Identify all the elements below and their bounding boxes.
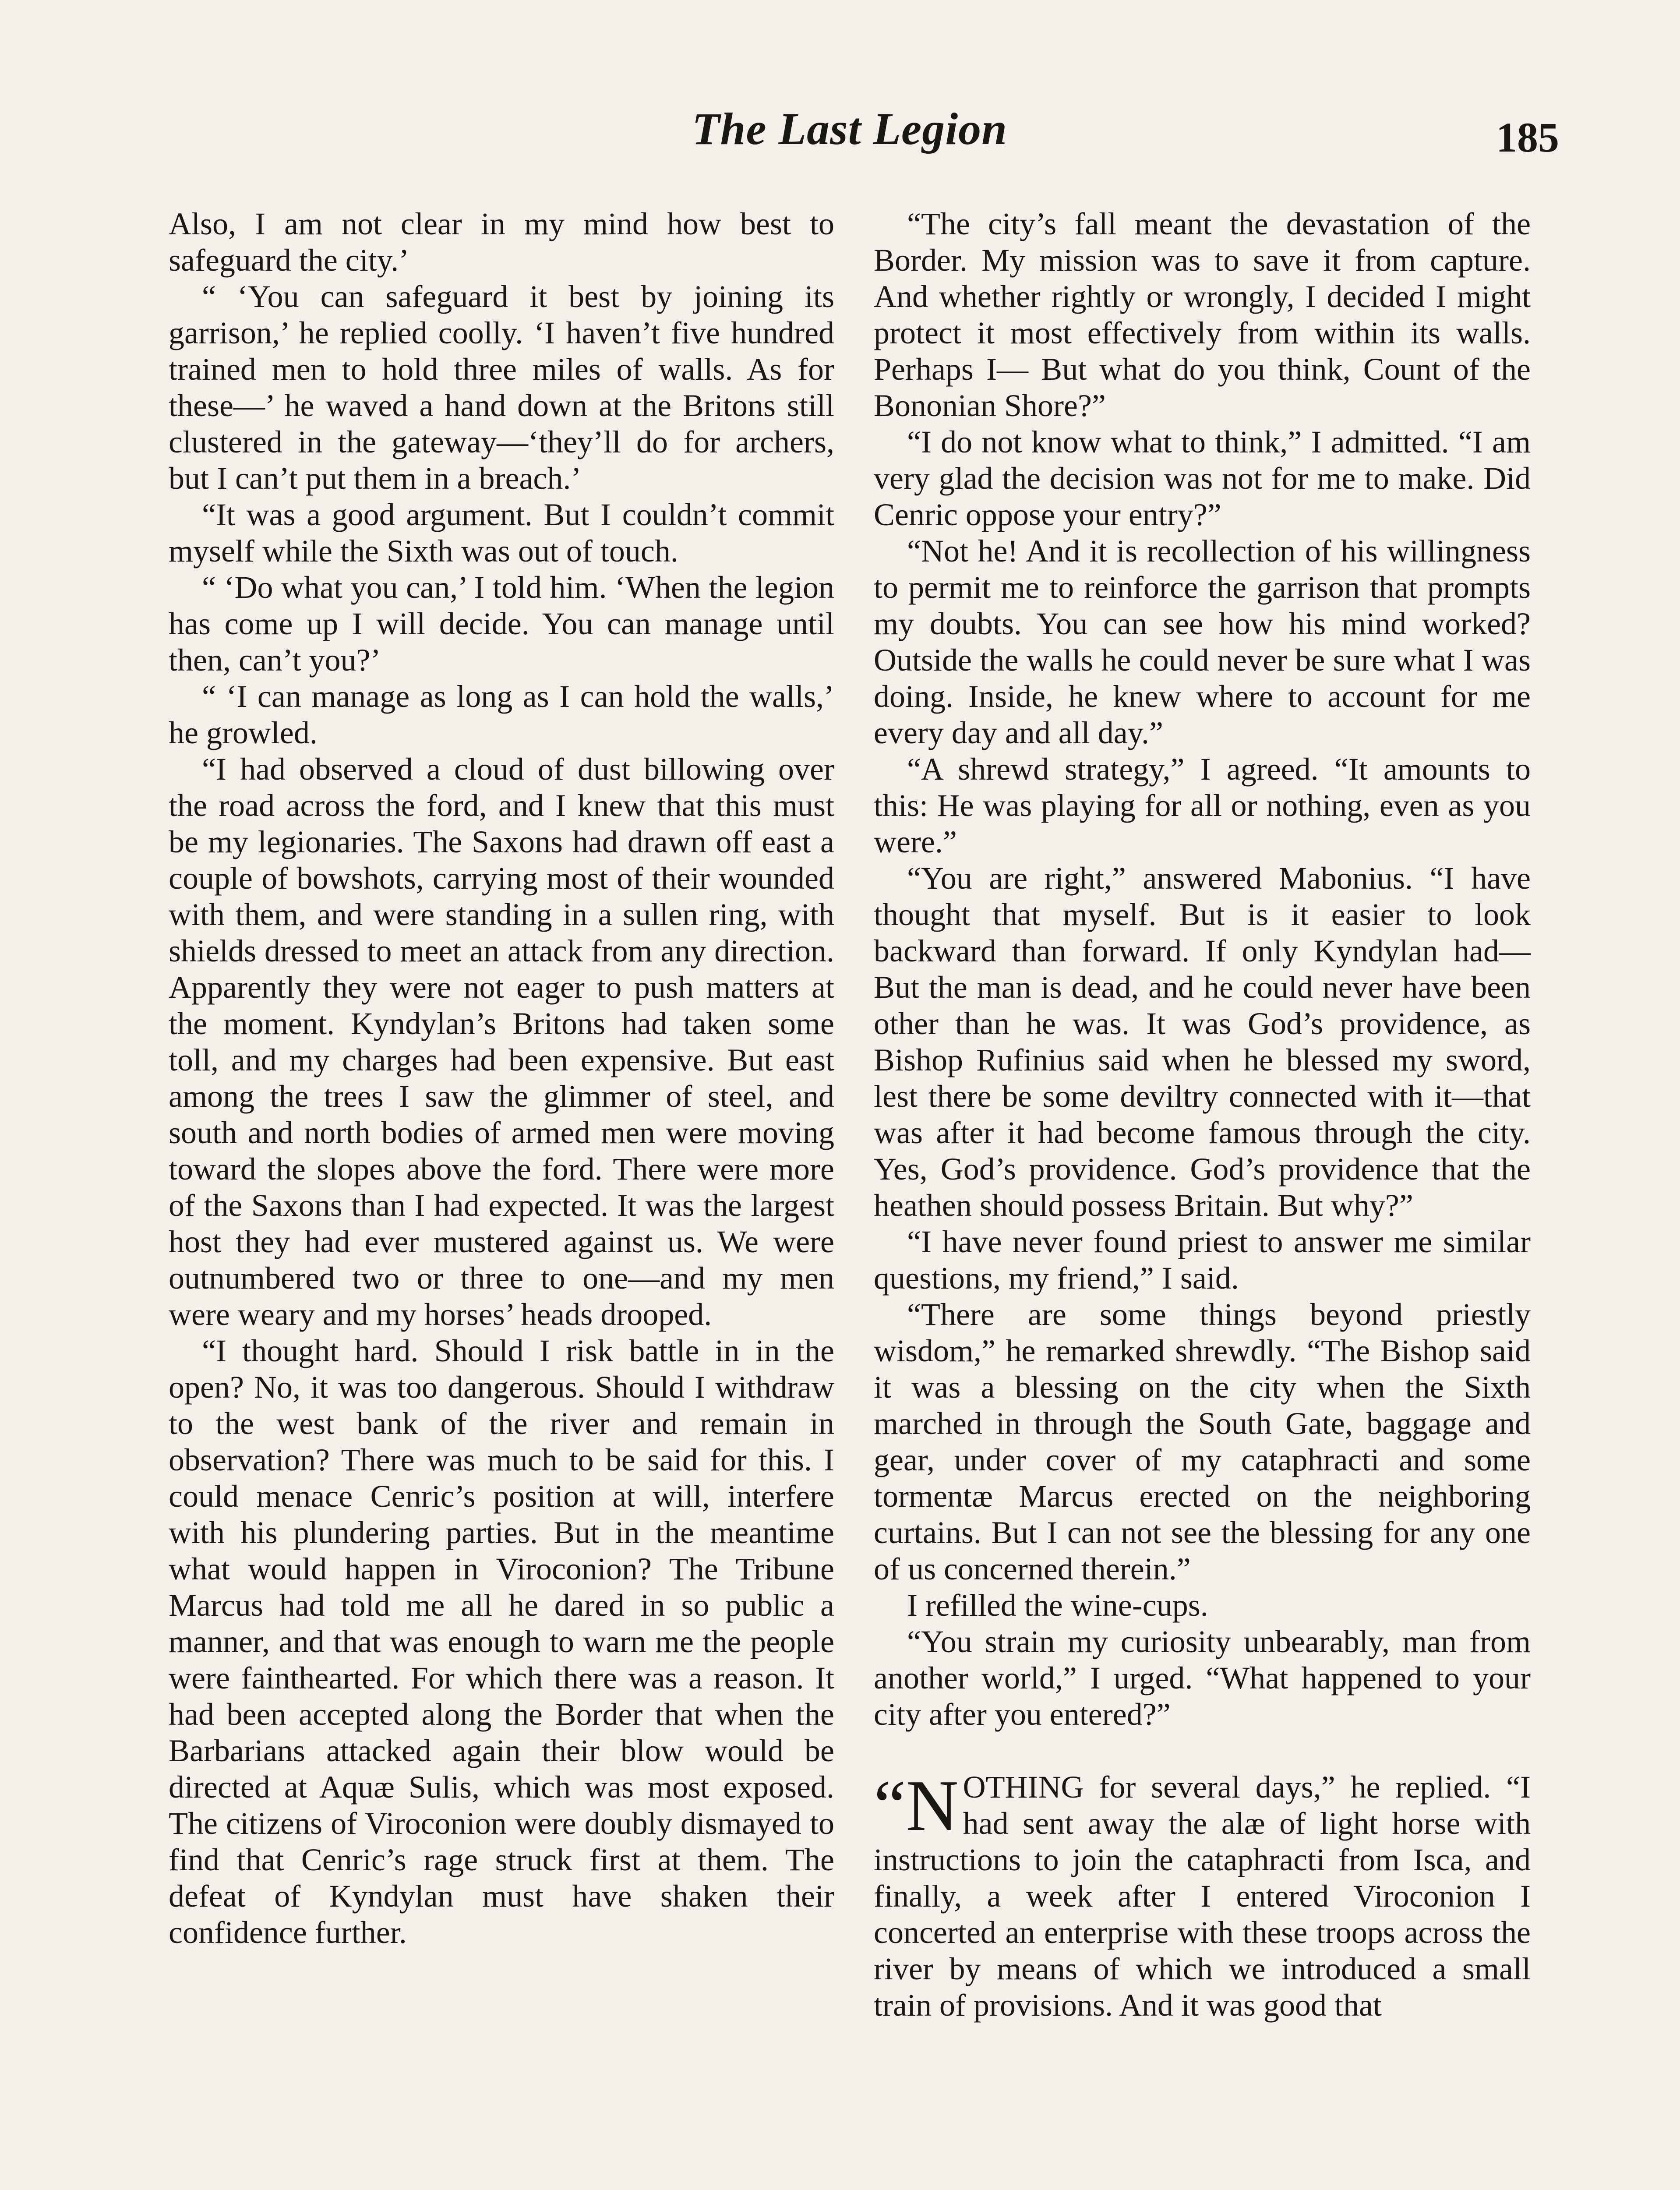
paragraph: “You strain my curiosity unbearably, man from another world,” I urged. “What happened to your city after you entered?”	[874, 1624, 1531, 1732]
paragraph: “It was a good argument. But I couldn’t commit myself while the Sixth was out of touch.	[169, 497, 834, 569]
drop-cap-letter: N	[906, 1765, 959, 1846]
paragraph: “Not he! And it is recollection of his willingness to permit me to reinforce the garrison that prompts my doubts. You can see how his mind worked? Outside the walls he could never be sure what I was doing. Inside, he knew where to account for me every day and all day.”	[874, 533, 1531, 750]
paragraph: “ ‘I can manage as long as I can hold the walls,’ he growled.	[169, 679, 834, 750]
paragraph: I refilled the wine-cups.	[907, 1588, 1208, 1623]
section-text: OTHING for several days,” he replied. “I had sent away the alæ of light horse with instructions to join the cataphracti from Isca, and finally, a week after I entered Viroconion I concerted an enterprise with these troops across the river by means of which we introduced a small train of provisions. And it was good that	[874, 1770, 1531, 2023]
running-title: The Last Legion	[692, 104, 1007, 154]
drop-cap	[874, 1765, 959, 1846]
paragraph: “I had observed a cloud of dust billowing over the road across the ford, and I knew that this must be my legionaries. The Saxons had drawn off east a couple of bowshots, carrying most of their wounded with them, and were standing in a sullen ring, with shields dressed to meet an attack from any direction. Apparently they were not eager to push matters at the moment. Kyndylan’s Britons had taken some toll, and my charges had been expensive. But east among the trees I saw the glimmer of steel, and south and north bodies of armed men were moving toward the slopes above the ford. There were more of the Saxons than I had expected. It was the largest host they had ever mustered against us. We were outnumbered two or three to one—and my men were weary and my horses’ heads drooped.	[169, 752, 834, 1332]
paragraph: “I have never found priest to answer me similar questions, my friend,” I said.	[874, 1224, 1531, 1296]
paragraph: “I thought hard. Should I risk battle in in the open? No, it was too dangerous. Should I withdraw to the west bank of the river and remain in observation? There was much to be said for this. I could menace Cenric’s position at will, interfere with his plundering parties. But in the meantime what would happen in Viroconion? The Tribune Marcus had told me all he dared in so public a manner, and that was enough to warn me the people were fainthearted. For which there was a reason. It had been accepted along the Border that when the Barbarians attacked again their blow would be directed at Aquæ Sulis, which was most exposed. The citizens of Viroconion were doubly dismayed to find that Cenric’s rage struck first at them. The defeat of Kyndylan must have shaken their confidence further.	[169, 1333, 834, 1950]
paragraph: Also, I am not clear in my mind how best to safeguard the city.’	[169, 206, 834, 278]
paragraph: “The city’s fall meant the devastation of the Border. My mission was to save it from capture. And whether rightly or wrongly, I decided I might protect it most effectively from within its walls. Perhaps I— But what do you think, Count of the Bononian Shore?”	[874, 206, 1531, 423]
right-column	[874, 206, 1531, 2024]
paragraph: “I do not know what to think,” I admitted. “I am very glad the decision was not for me to make. Did Cenric oppose your entry?”	[874, 424, 1531, 532]
section-opening-paragraph	[874, 1765, 1531, 2024]
drop-cap-quote: “	[874, 1765, 906, 1846]
left-column	[169, 206, 834, 1951]
paragraph: “There are some things beyond priestly wisdom,” he remarked shrewdly. “The Bishop said it was a blessing on the city when the Sixth marched in through the South Gate, baggage and gear, under cover of my cataphracti and some tormentæ Marcus erected on the neighboring curtains. But I can not see the blessing for any one of us concerned therein.”	[874, 1297, 1531, 1586]
paragraph: “You are right,” answered Mabonius. “I have thought that myself. But is it easier to look backward than forward. If only Kyndylan had— But the man is dead, and he could never have been other than he was. It was God’s providence, as Bishop Rufinius said when he blessed my sword, lest there be some deviltry connected with it—that was after it had become famous through the city. Yes, God’s providence. God’s providence that the heathen should possess Britain. But why?”	[874, 861, 1531, 1223]
paragraph: “ ‘You can safeguard it best by joining its garrison,’ he replied coolly. ‘I haven’t five hundred trained men to hold three miles of walls. As for these—’ he waved a hand down at the Britons still clustered in the gateway—‘they’ll do for archers, but I can’t put them in a breach.’	[169, 279, 834, 496]
paragraph: “A shrewd strategy,” I agreed. “It amounts to this: He was playing for all or nothing, even as you were.”	[874, 752, 1531, 859]
page-number: 185	[1496, 114, 1559, 161]
paragraph: “ ‘Do what you can,’ I told him. ‘When the legion has come up I will decide. You can manage until then, can’t you?’	[169, 570, 834, 678]
